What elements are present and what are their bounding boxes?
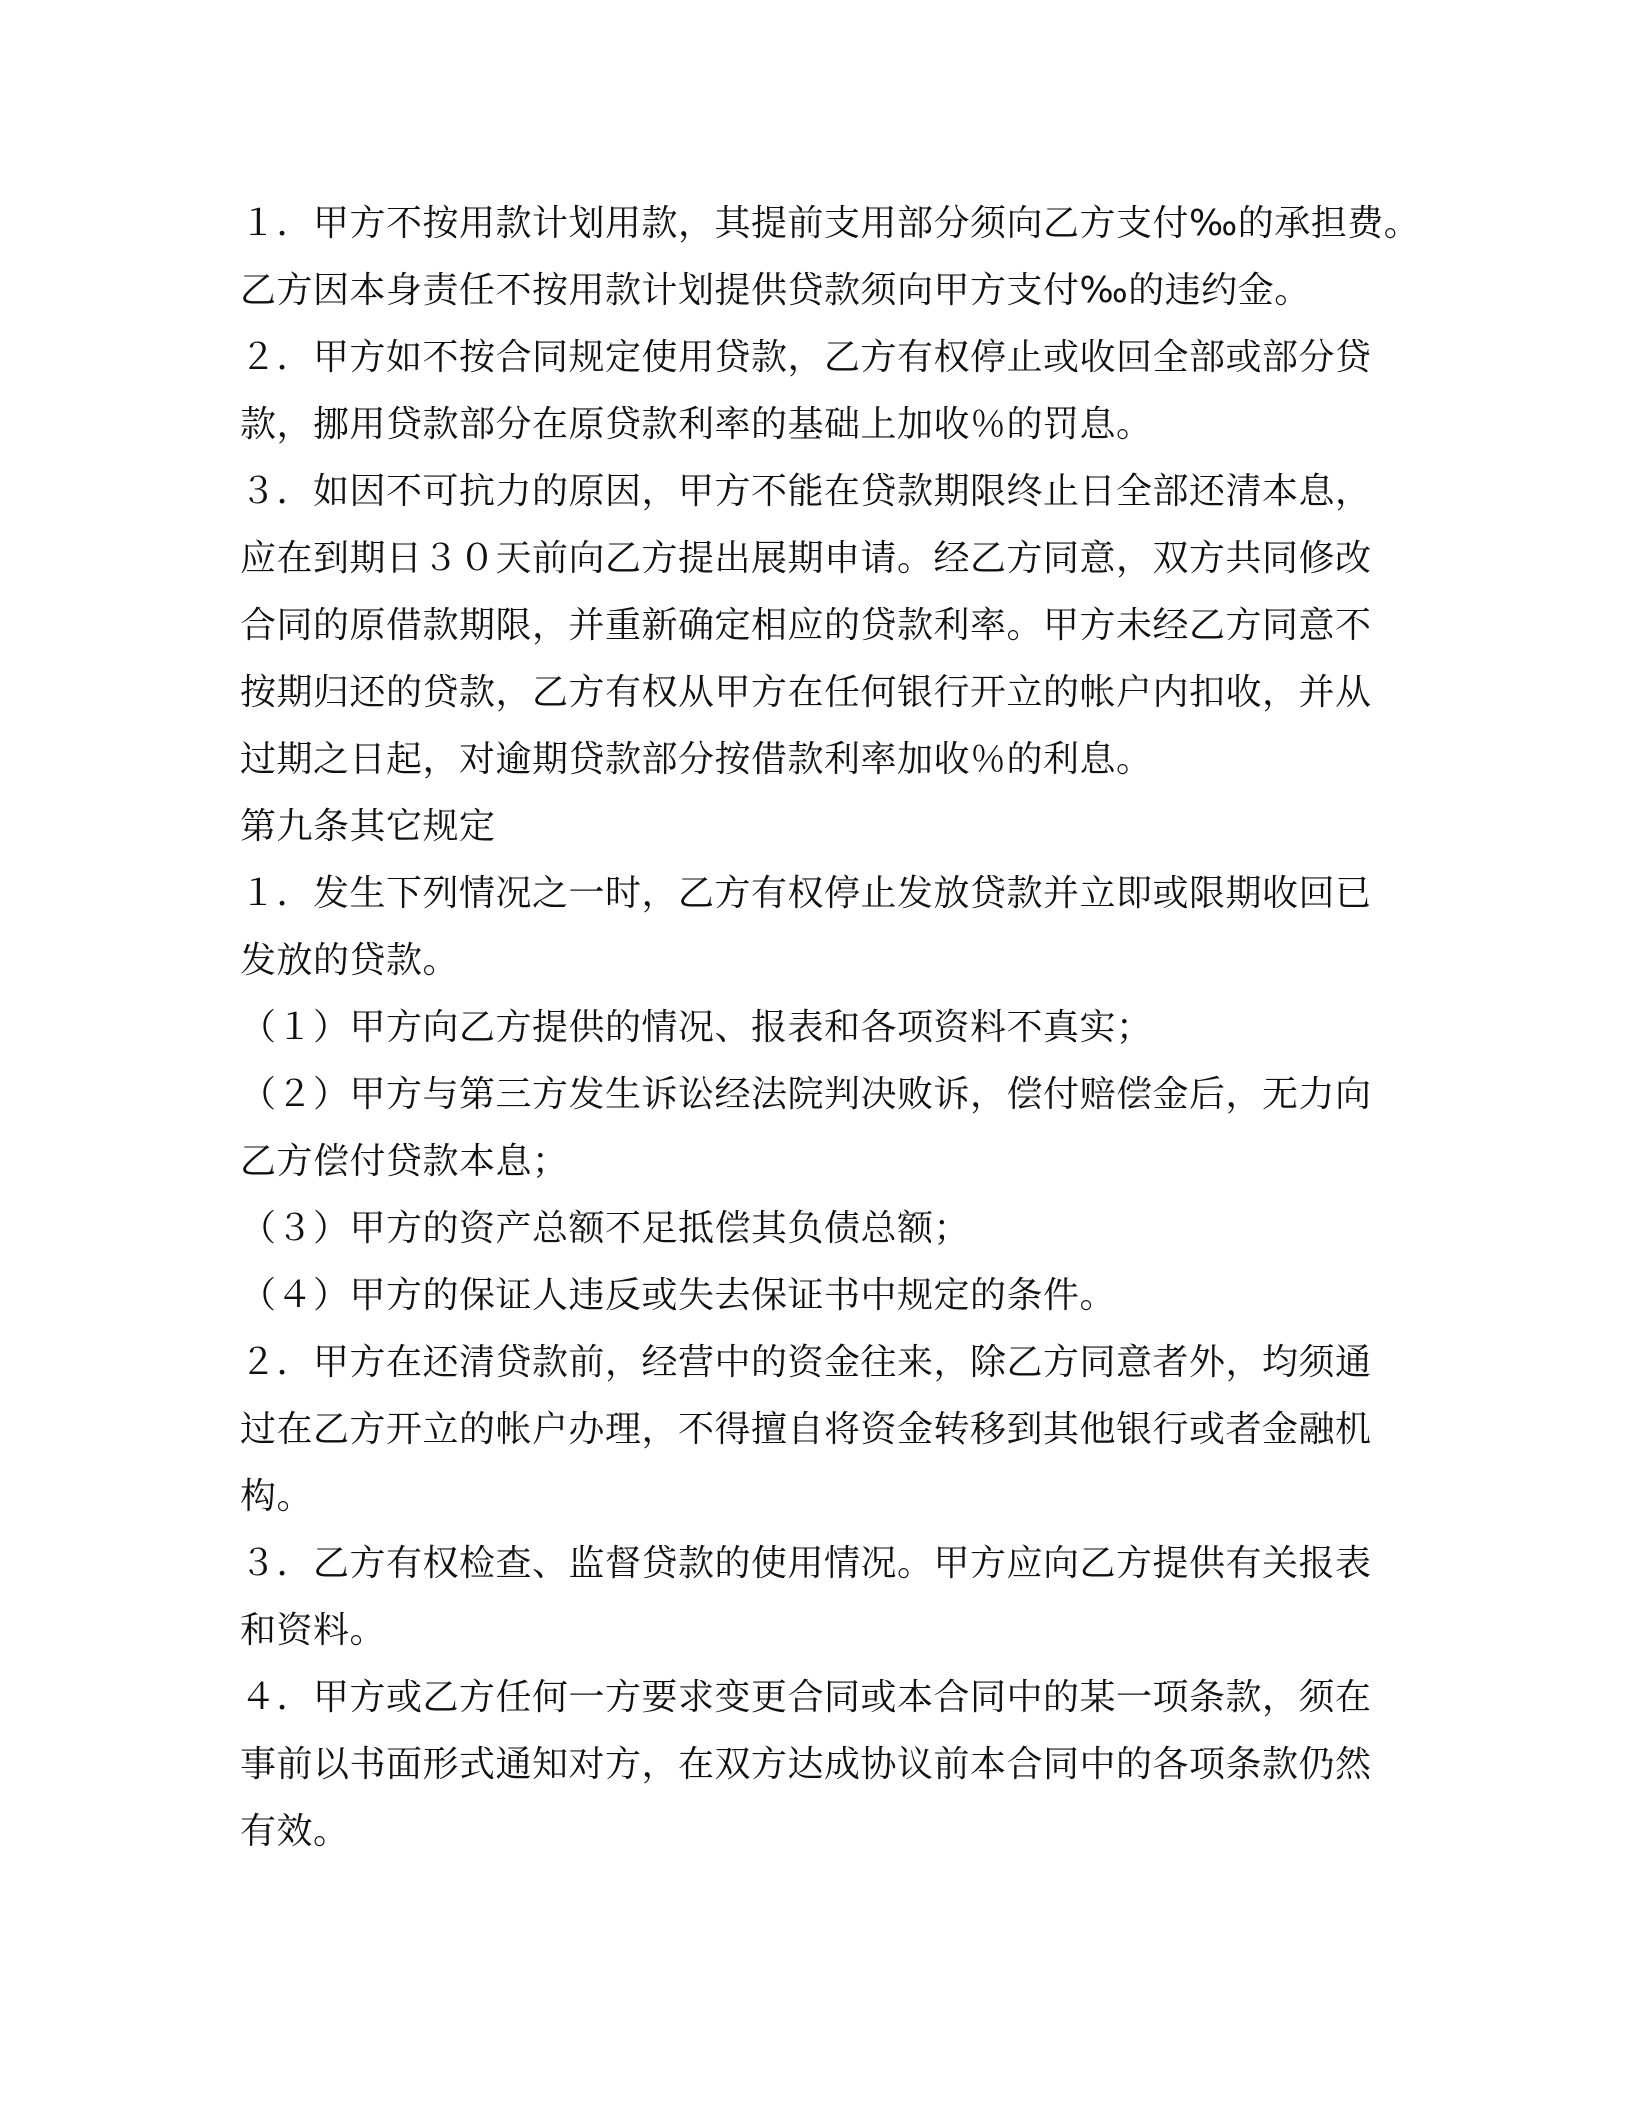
text-line: ３．如因不可抗力的原因，甲方不能在贷款期限终止日全部还清本息， <box>240 471 1372 512</box>
text-line: 按期归还的贷款，乙方有权从甲方在任何银行开立的帐户内扣收，并从 <box>240 672 1372 713</box>
clause-8-2 <box>240 324 1390 458</box>
text-line: 事前以书面形式通知对方，在双方达成协议前本合同中的各项条款仍然 <box>240 1744 1372 1785</box>
clause-9-1 <box>240 860 1390 994</box>
text-line: （３）甲方的资产总额不足抵偿其负债总额； <box>240 1208 971 1249</box>
text-line: 过在乙方开立的帐户办理，不得擅自将资金转移到其他银行或者金融机 <box>240 1409 1372 1450</box>
text-line: 发放的贷款。 <box>240 940 460 981</box>
text-line: 款，挪用贷款部分在原贷款利率的基础上加收％的罚息。 <box>240 404 1153 445</box>
text-line: ２．甲方在还清贷款前，经营中的资金往来，除乙方同意者外，均须通 <box>240 1342 1372 1383</box>
article-9-heading <box>240 793 1390 860</box>
clause-9-4 <box>240 1664 1390 1865</box>
clause-9-2 <box>240 1329 1390 1530</box>
text-line: （４）甲方的保证人违反或失去保证书中规定的条件。 <box>240 1275 1117 1316</box>
text-line: １．甲方不按用款计划用款，其提前支用部分须向乙方支付‰的承担费。 <box>240 203 1421 244</box>
clause-9-3 <box>240 1530 1390 1664</box>
text-line: １．发生下列情况之一时，乙方有权停止发放贷款并立即或限期收回已 <box>240 873 1372 914</box>
section-heading: 第九条其它规定 <box>240 806 496 847</box>
text-line: 和资料。 <box>240 1610 387 1651</box>
text-line: 应在到期日３０天前向乙方提出展期申请。经乙方同意，双方共同修改 <box>240 538 1372 579</box>
text-line: （１）甲方向乙方提供的情况、报表和各项资料不真实； <box>240 1007 1153 1048</box>
clause-8-1 <box>240 190 1421 324</box>
clause-9-1-item-2 <box>240 1061 1390 1195</box>
text-line: 乙方因本身责任不按用款计划提供贷款须向甲方支付‰的违约金。 <box>240 270 1311 311</box>
text-line: 构。 <box>240 1476 314 1517</box>
clause-9-1-item-1 <box>240 994 1390 1061</box>
clause-9-1-item-3 <box>240 1195 1390 1262</box>
clause-9-1-item-4 <box>240 1262 1390 1329</box>
text-line: 合同的原借款期限，并重新确定相应的贷款利率。甲方未经乙方同意不 <box>240 605 1372 646</box>
text-line: ３．乙方有权检查、监督贷款的使用情况。甲方应向乙方提供有关报表 <box>240 1543 1372 1584</box>
text-line: （２）甲方与第三方发生诉讼经法院判决败诉，偿付赔偿金后，无力向 <box>240 1074 1372 1115</box>
text-line: 过期之日起，对逾期贷款部分按借款利率加收％的利息。 <box>240 739 1153 780</box>
text-line: ４．甲方或乙方任何一方要求变更合同或本合同中的某一项条款，须在 <box>240 1677 1372 1718</box>
text-line: 有效。 <box>240 1811 350 1852</box>
text-line: 乙方偿付贷款本息； <box>240 1141 569 1182</box>
text-line: ２．甲方如不按合同规定使用贷款，乙方有权停止或收回全部或部分贷 <box>240 337 1372 378</box>
document-body <box>240 190 1421 1865</box>
clause-8-3 <box>240 458 1390 793</box>
